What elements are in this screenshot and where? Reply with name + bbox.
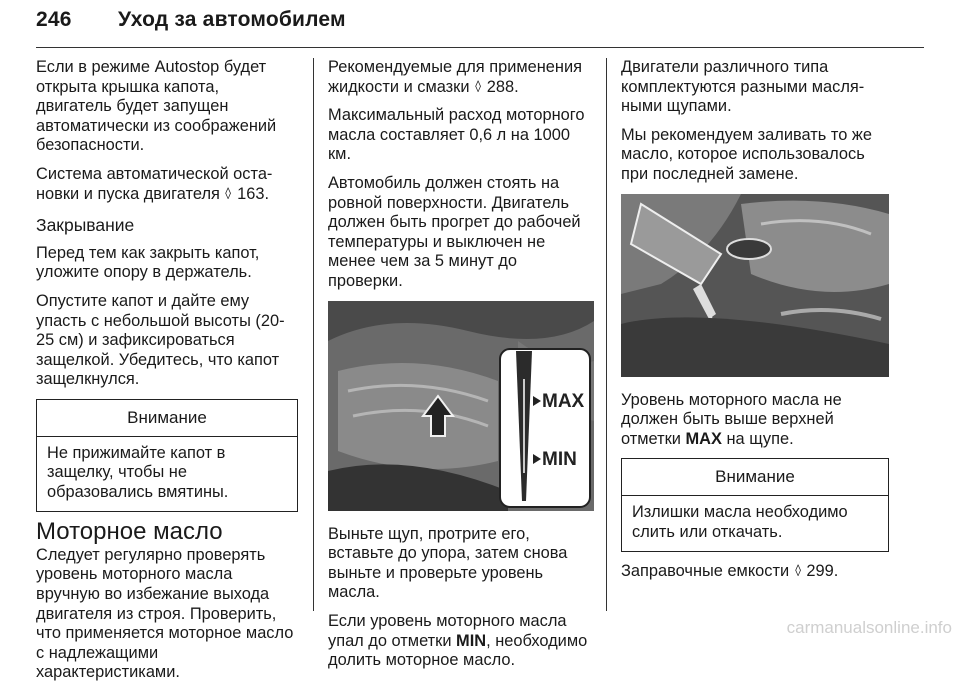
check-conditions-paragraph: Автомобиль должен стоять на ровной поверхности. Двигатель должен быть прогрет до рабочей температуры и выключен не менее чем за 5 минут до проверки. xyxy=(328,173,581,290)
dipstick-types-paragraph: Двигатели различного типа комплектуются разными масля-ными щупами. xyxy=(621,58,865,116)
page-ref-link[interactable]: 299. xyxy=(806,562,839,581)
column-2 xyxy=(328,58,594,680)
watermark: carmanualsonline.info xyxy=(786,618,952,637)
warning-body: Не прижимайте капот в защелку, чтобы не образовались вмятины. xyxy=(47,443,229,501)
warning-body: Излишки масла необходимо слить или откачать. xyxy=(632,502,848,541)
min-mark-label: MIN xyxy=(542,448,577,470)
fluids-paragraph: Рекомендуемые для применения жидкости и смазки ◊ 288. xyxy=(328,58,582,96)
column-3 xyxy=(621,58,889,591)
header-rule xyxy=(36,47,924,48)
page-header xyxy=(36,8,346,32)
warning-box-oil xyxy=(621,458,889,552)
section-heading-closing: Закрывание xyxy=(36,215,135,236)
dipstick-instructions: Выньте щуп, протрите его, вставьте до упора, затем снова выньте и проверьте уровень масла. xyxy=(328,524,568,602)
page-ref-icon: ◊ xyxy=(225,184,232,203)
oil-consumption-paragraph: Максимальный расход моторного масла составляет 0,6 л на 1000 км. xyxy=(328,106,585,164)
dipstick-image xyxy=(328,301,594,511)
stop-start-paragraph: Система автоматической оста-новки и пуска двигателя ◊ 163. xyxy=(36,164,273,203)
autostop-paragraph: Если в режиме Autostop будет открыта крышка капота, двигатель будет запущен автоматически из соображений безопасности. xyxy=(36,58,277,155)
min-level-paragraph: Если уровень моторного масла упал до отметки MIN, необходимо долить моторное масло. xyxy=(328,611,588,670)
column-divider xyxy=(313,58,314,611)
oil-filling-image xyxy=(621,194,889,377)
max-mark-label: MAX xyxy=(542,390,585,412)
section-heading-engine-oil: Моторное масло xyxy=(36,518,223,546)
warning-box-hood xyxy=(36,399,298,512)
page-ref-icon: ◊ xyxy=(794,562,801,581)
page-title: Уход за автомобилем xyxy=(118,8,346,31)
max-level-paragraph: Уровень моторного масла не должен быть выше верхней отметки MAX на щупе. xyxy=(621,390,842,448)
closing-paragraph-2: Опустите капот и дайте ему упасть с небольшой высоты (20-25 см) и зафиксироваться защелкой. Убедитесь, что капот защелкнулся. xyxy=(36,291,285,389)
closing-paragraph-1: Перед тем как закрыть капот, уложите опору в держатель. xyxy=(36,243,260,282)
page-ref-icon: ◊ xyxy=(475,77,481,96)
column-divider xyxy=(606,58,607,611)
page-ref-link[interactable]: 163. xyxy=(237,184,270,203)
warning-title: Внимание xyxy=(622,459,888,496)
capacities-paragraph: Заправочные емкости ◊ 299. xyxy=(621,562,839,581)
page-ref-link[interactable]: 288. xyxy=(486,77,519,96)
page-number: 246 xyxy=(36,8,72,31)
engine-oil-paragraph: Следует регулярно проверять уровень моторного масла вручную во избежание выхода двигателя из строя. Проверить, что применяется моторное масло с надлежащими характеристиками. xyxy=(36,545,294,682)
warning-title: Внимание xyxy=(37,400,297,437)
column-1 xyxy=(36,58,298,692)
same-oil-paragraph: Мы рекомендуем заливать то же масло, которое использовалось при последней замене. xyxy=(621,125,872,183)
